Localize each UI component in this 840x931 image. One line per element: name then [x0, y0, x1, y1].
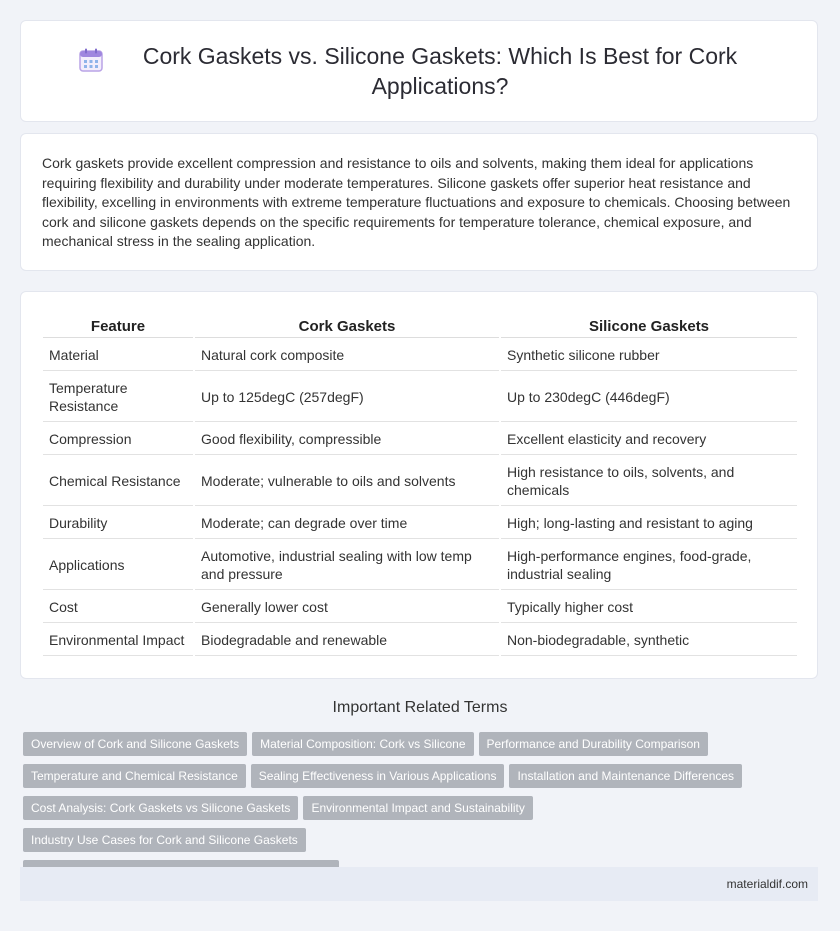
intro-paragraph: Cork gaskets provide excellent compression and resistance to oils and solvents, making them ideal for applications requiring flexibility and durability under moderate temperatures. Silicone gaskets offer superior heat resistance and flexibility, excelling in environments with extreme temperature fluctuations and exposure to chemicals. Choosing between cork and silicone gaskets depends on the specific requirements for temperature tolerance, chemical exposure, and mechanical stress in the sealing application.	[42, 155, 791, 250]
silicone-cell: High; long-lasting and resistant to aging	[501, 508, 797, 539]
related-term-tag[interactable]: Material Composition: Cork vs Silicone	[252, 732, 473, 756]
table-row	[43, 373, 797, 422]
related-term-tag[interactable]: Installation and Maintenance Differences	[509, 764, 742, 788]
footer	[20, 867, 818, 901]
feature-cell: Environmental Impact	[43, 625, 193, 656]
cork-cell: Biodegradable and renewable	[195, 625, 499, 656]
header-cork: Cork Gaskets	[195, 314, 499, 338]
comparison-table	[41, 312, 799, 658]
related-terms-heading: Important Related Terms	[332, 699, 508, 716]
feature-cell: Compression	[43, 424, 193, 455]
feature-cell: Cost	[43, 592, 193, 623]
table-header-row	[43, 314, 797, 338]
related-term-tag[interactable]: Temperature and Chemical Resistance	[23, 764, 246, 788]
footer-site-link[interactable]: materialdif.com	[726, 877, 808, 891]
silicone-cell: Synthetic silicone rubber	[501, 340, 797, 371]
cork-cell: Moderate; vulnerable to oils and solvents	[195, 457, 499, 506]
cork-cell: Automotive, industrial sealing with low temp and pressure	[195, 541, 499, 590]
silicone-cell: High resistance to oils, solvents, and chemicals	[501, 457, 797, 506]
comparison-table-card	[20, 291, 818, 679]
header-feature: Feature	[43, 314, 193, 338]
page-title: Cork Gaskets vs. Silicone Gaskets: Which Is Best for Cork Applications?	[142, 43, 738, 99]
table-row	[43, 592, 797, 623]
silicone-cell: Typically higher cost	[501, 592, 797, 623]
table-row	[43, 508, 797, 539]
feature-cell: Material	[43, 340, 193, 371]
silicone-cell: Up to 230degC (446degF)	[501, 373, 797, 422]
silicone-cell: Excellent elasticity and recovery	[501, 424, 797, 455]
title-card	[20, 20, 818, 122]
silicone-cell: Non-biodegradable, synthetic	[501, 625, 797, 656]
cork-cell: Good flexibility, compressible	[195, 424, 499, 455]
related-term-tag[interactable]: Cost Analysis: Cork Gaskets vs Silicone Gaskets	[23, 796, 298, 820]
calendar-icon	[78, 47, 104, 73]
title-wrap	[69, 41, 769, 101]
feature-cell: Durability	[43, 508, 193, 539]
cork-cell: Moderate; can degrade over time	[195, 508, 499, 539]
cork-cell: Natural cork composite	[195, 340, 499, 371]
table-row	[43, 424, 797, 455]
header-silicone: Silicone Gaskets	[501, 314, 797, 338]
table-row	[43, 541, 797, 590]
intro-card	[20, 133, 818, 271]
table-row	[43, 457, 797, 506]
table-row	[43, 625, 797, 656]
feature-cell: Applications	[43, 541, 193, 590]
related-term-tag[interactable]: Performance and Durability Comparison	[479, 732, 708, 756]
related-term-tag[interactable]: Overview of Cork and Silicone Gaskets	[23, 732, 247, 756]
cork-cell: Up to 125degC (257degF)	[195, 373, 499, 422]
cork-cell: Generally lower cost	[195, 592, 499, 623]
table-row	[43, 340, 797, 371]
related-term-tag[interactable]: Sealing Effectiveness in Various Applications	[251, 764, 505, 788]
related-term-tag[interactable]: Industry Use Cases for Cork and Silicone Gaskets	[23, 828, 306, 852]
feature-cell: Temperature Resistance	[43, 373, 193, 422]
related-term-tag[interactable]: Environmental Impact and Sustainability	[303, 796, 532, 820]
silicone-cell: High-performance engines, food-grade, industrial sealing	[501, 541, 797, 590]
feature-cell: Chemical Resistance	[43, 457, 193, 506]
